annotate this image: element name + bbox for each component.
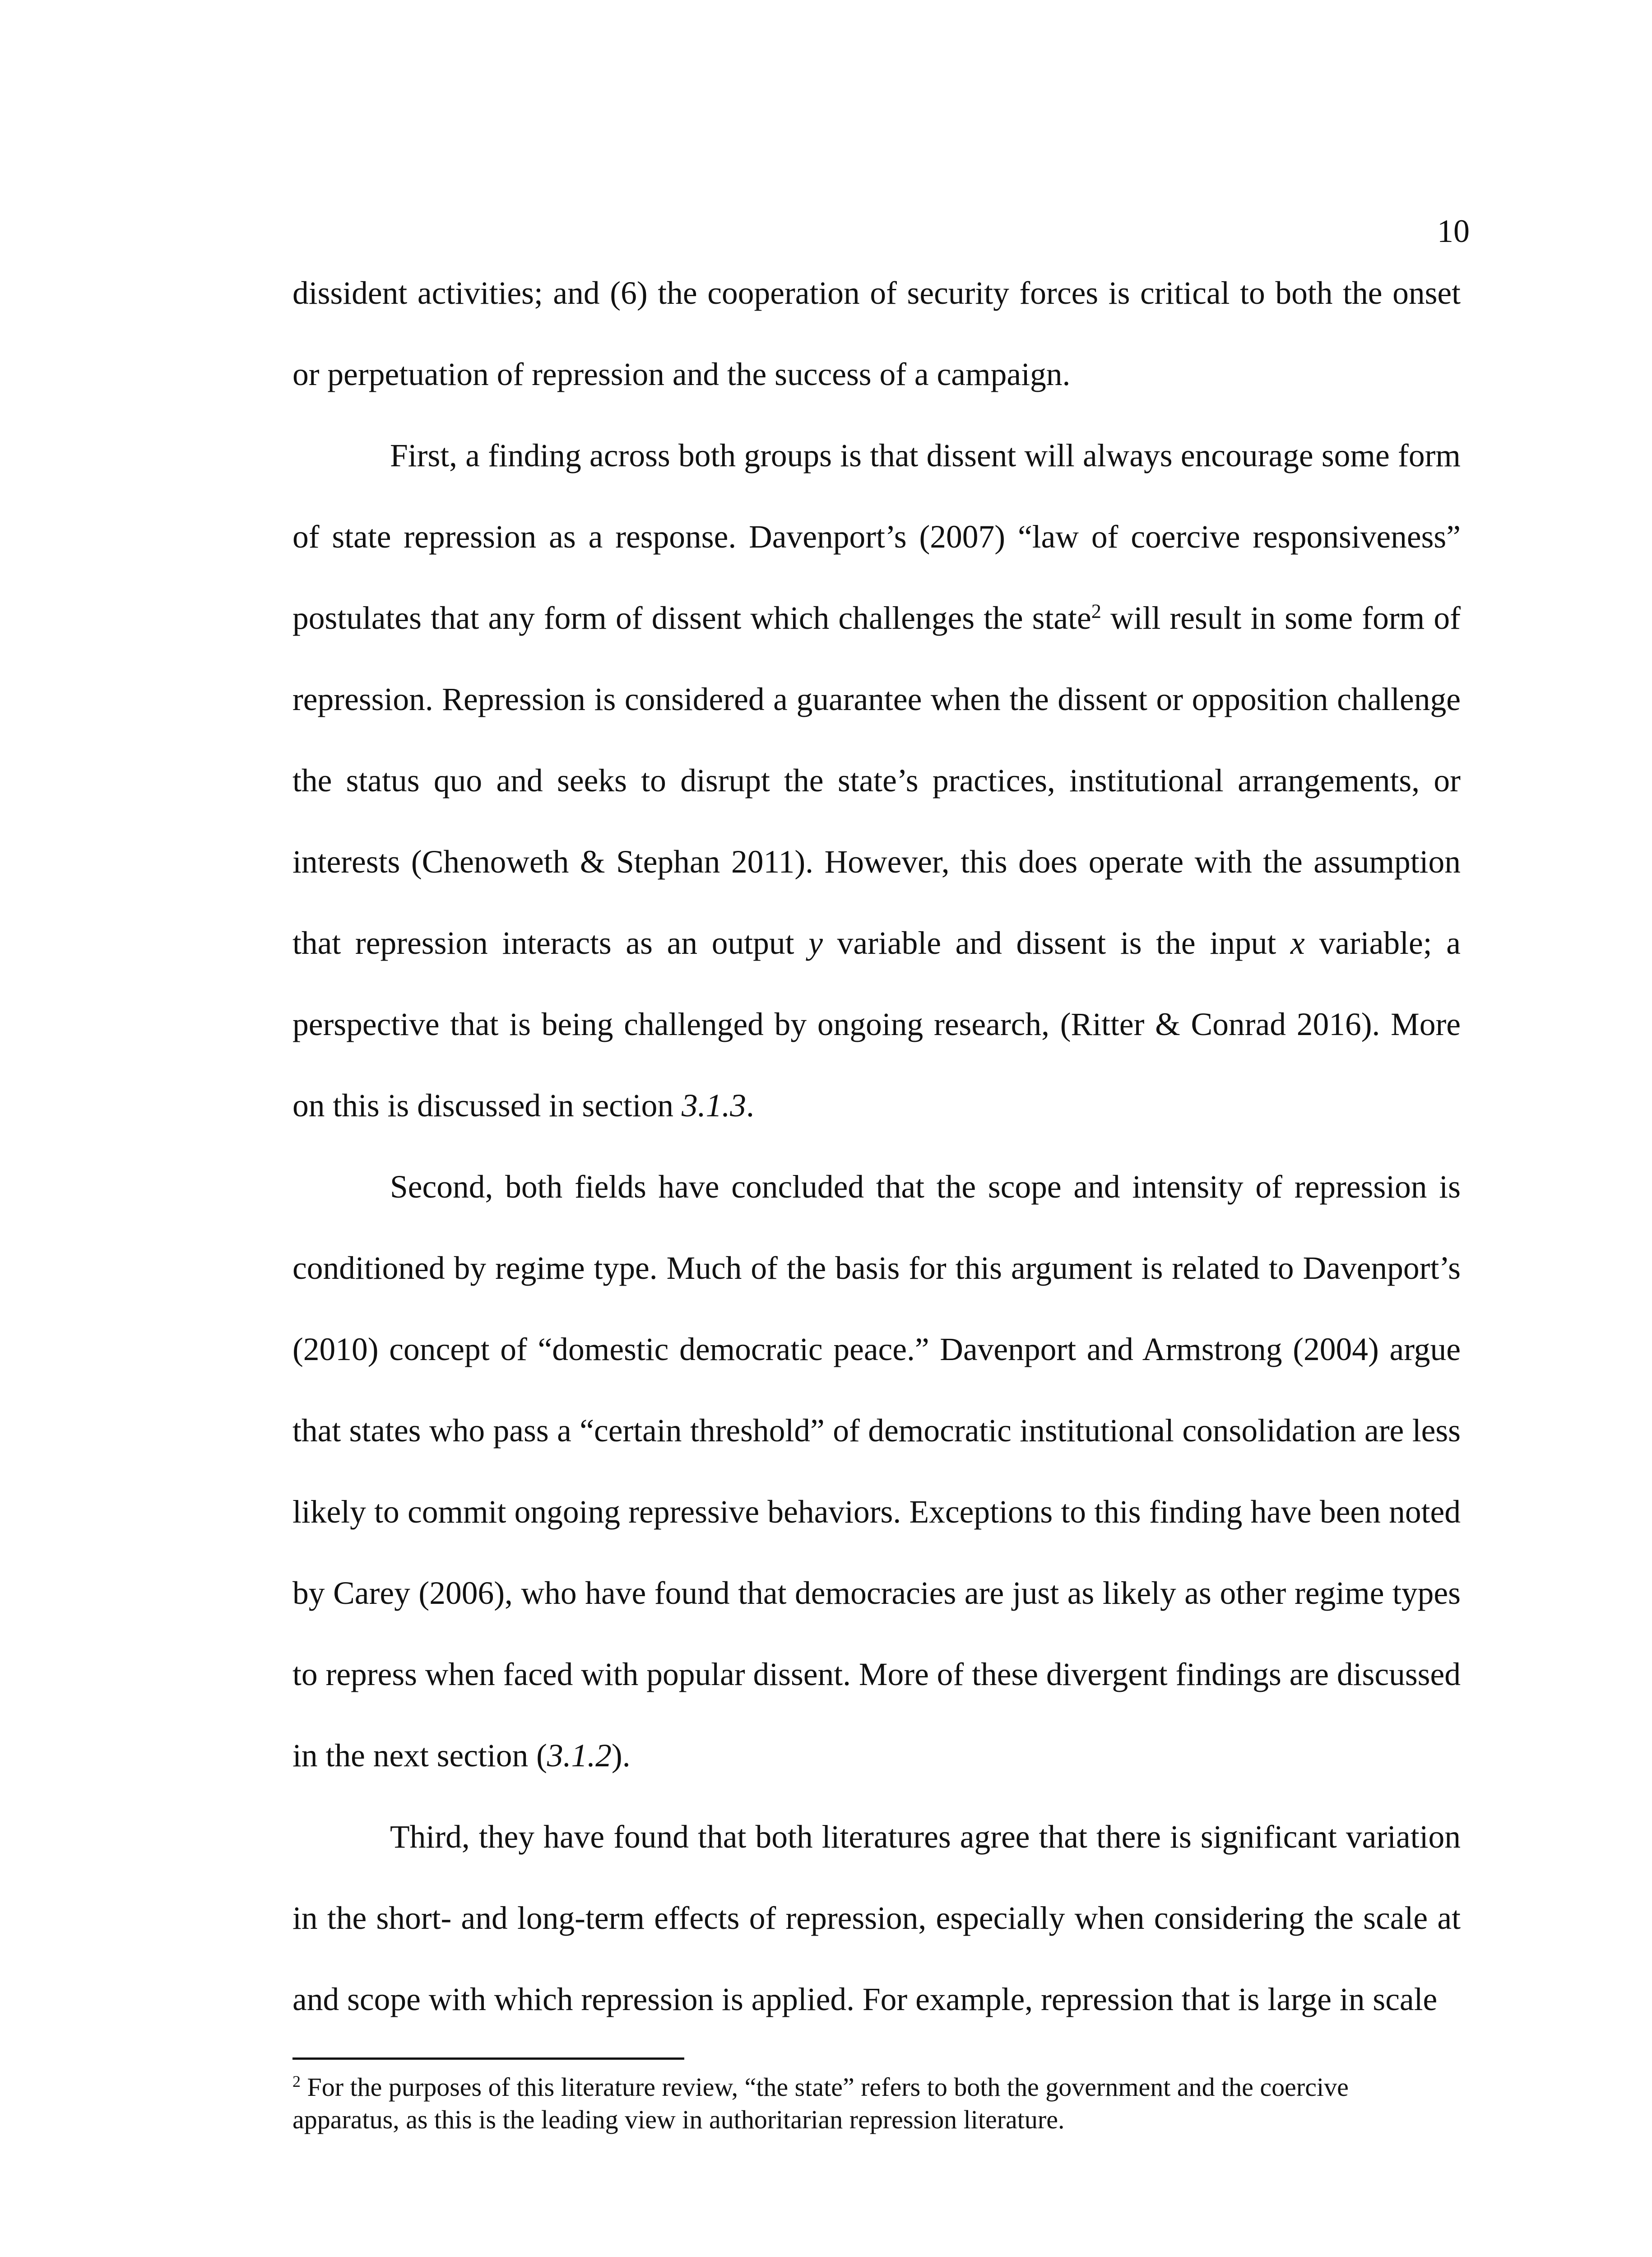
footnote-text: For the purposes of this literature review, “the state” refers to both the government and the coercive apparatus, as this is the leading view in authoritarian repression literature. <box>292 2072 1349 2134</box>
section-reference: 3.1.2 <box>547 1738 612 1774</box>
footnotes <box>292 2071 1461 2136</box>
footnote-marker: 2 <box>292 2072 301 2091</box>
body-text <box>292 253 1461 2040</box>
paragraph-2-part-d: variable; a perspective that is being challenged by ongoing research, (Ritter & Conrad 2016). More on this is discussed in section <box>292 925 1461 1124</box>
variable-x: x <box>1290 925 1305 961</box>
footnote <box>292 2071 1461 2136</box>
paragraph-2-part-b: will result in some form of repression. Repression is considered a guarantee when the dissent or opposition challenge the status quo and seeks to disrupt the state’s practices, institutional arrangements, or interests (Chenoweth & Stephan 2011). However, this does operate with the assumption that repression interacts as an output <box>292 600 1461 961</box>
paragraph-1: dissident activities; and (6) the cooperation of security forces is critical to both the onset or perpetuation of repression and the success of a campaign. <box>292 275 1461 392</box>
paragraph-3 <box>292 1147 1461 1797</box>
paragraph-2-part-c: variable and dissent is the input <box>822 925 1290 961</box>
page-number: 10 <box>1437 213 1470 249</box>
paragraph-3-part-a: Second, both fields have concluded that the scope and intensity of repression is conditioned by regime type. Much of the basis for this argument is related to Davenport’s (2010) concept of “domestic democratic peace.” Davenport and Armstrong (2004) argue that states who pass a “certain threshold” of democratic institutional consolidation are less likely to commit ongoing repressive behaviors. Exceptions to this finding have been noted by Carey (2006), who have found that democracies are just as likely as other regime types to repress when faced with popular dissent. More of these divergent findings are discussed in the next section ( <box>292 1169 1461 1774</box>
footnote-reference[interactable]: 2 <box>1091 599 1101 622</box>
paragraph-3-part-b: ). <box>611 1738 631 1774</box>
footnote-separator <box>292 2057 684 2060</box>
section-reference: 3.1.3 <box>681 1088 746 1124</box>
paragraph-4: Third, they have found that both literatures agree that there is significant variation in the short- and long-term effects of repression, especially when considering the scale at and scope with which repression is applied. For example, repression that is large in scale <box>292 1819 1461 2017</box>
paragraph-2-part-e: . <box>746 1088 754 1124</box>
paragraph-2-part-a: First, a finding across both groups is that dissent will always encourage some form of state repression as a response. Davenport’s (2007) “law of coercive responsiveness” postulates that any form of dissent which challenges the state <box>292 438 1461 636</box>
variable-y: y <box>808 925 823 961</box>
paragraph-2 <box>292 415 1461 1147</box>
